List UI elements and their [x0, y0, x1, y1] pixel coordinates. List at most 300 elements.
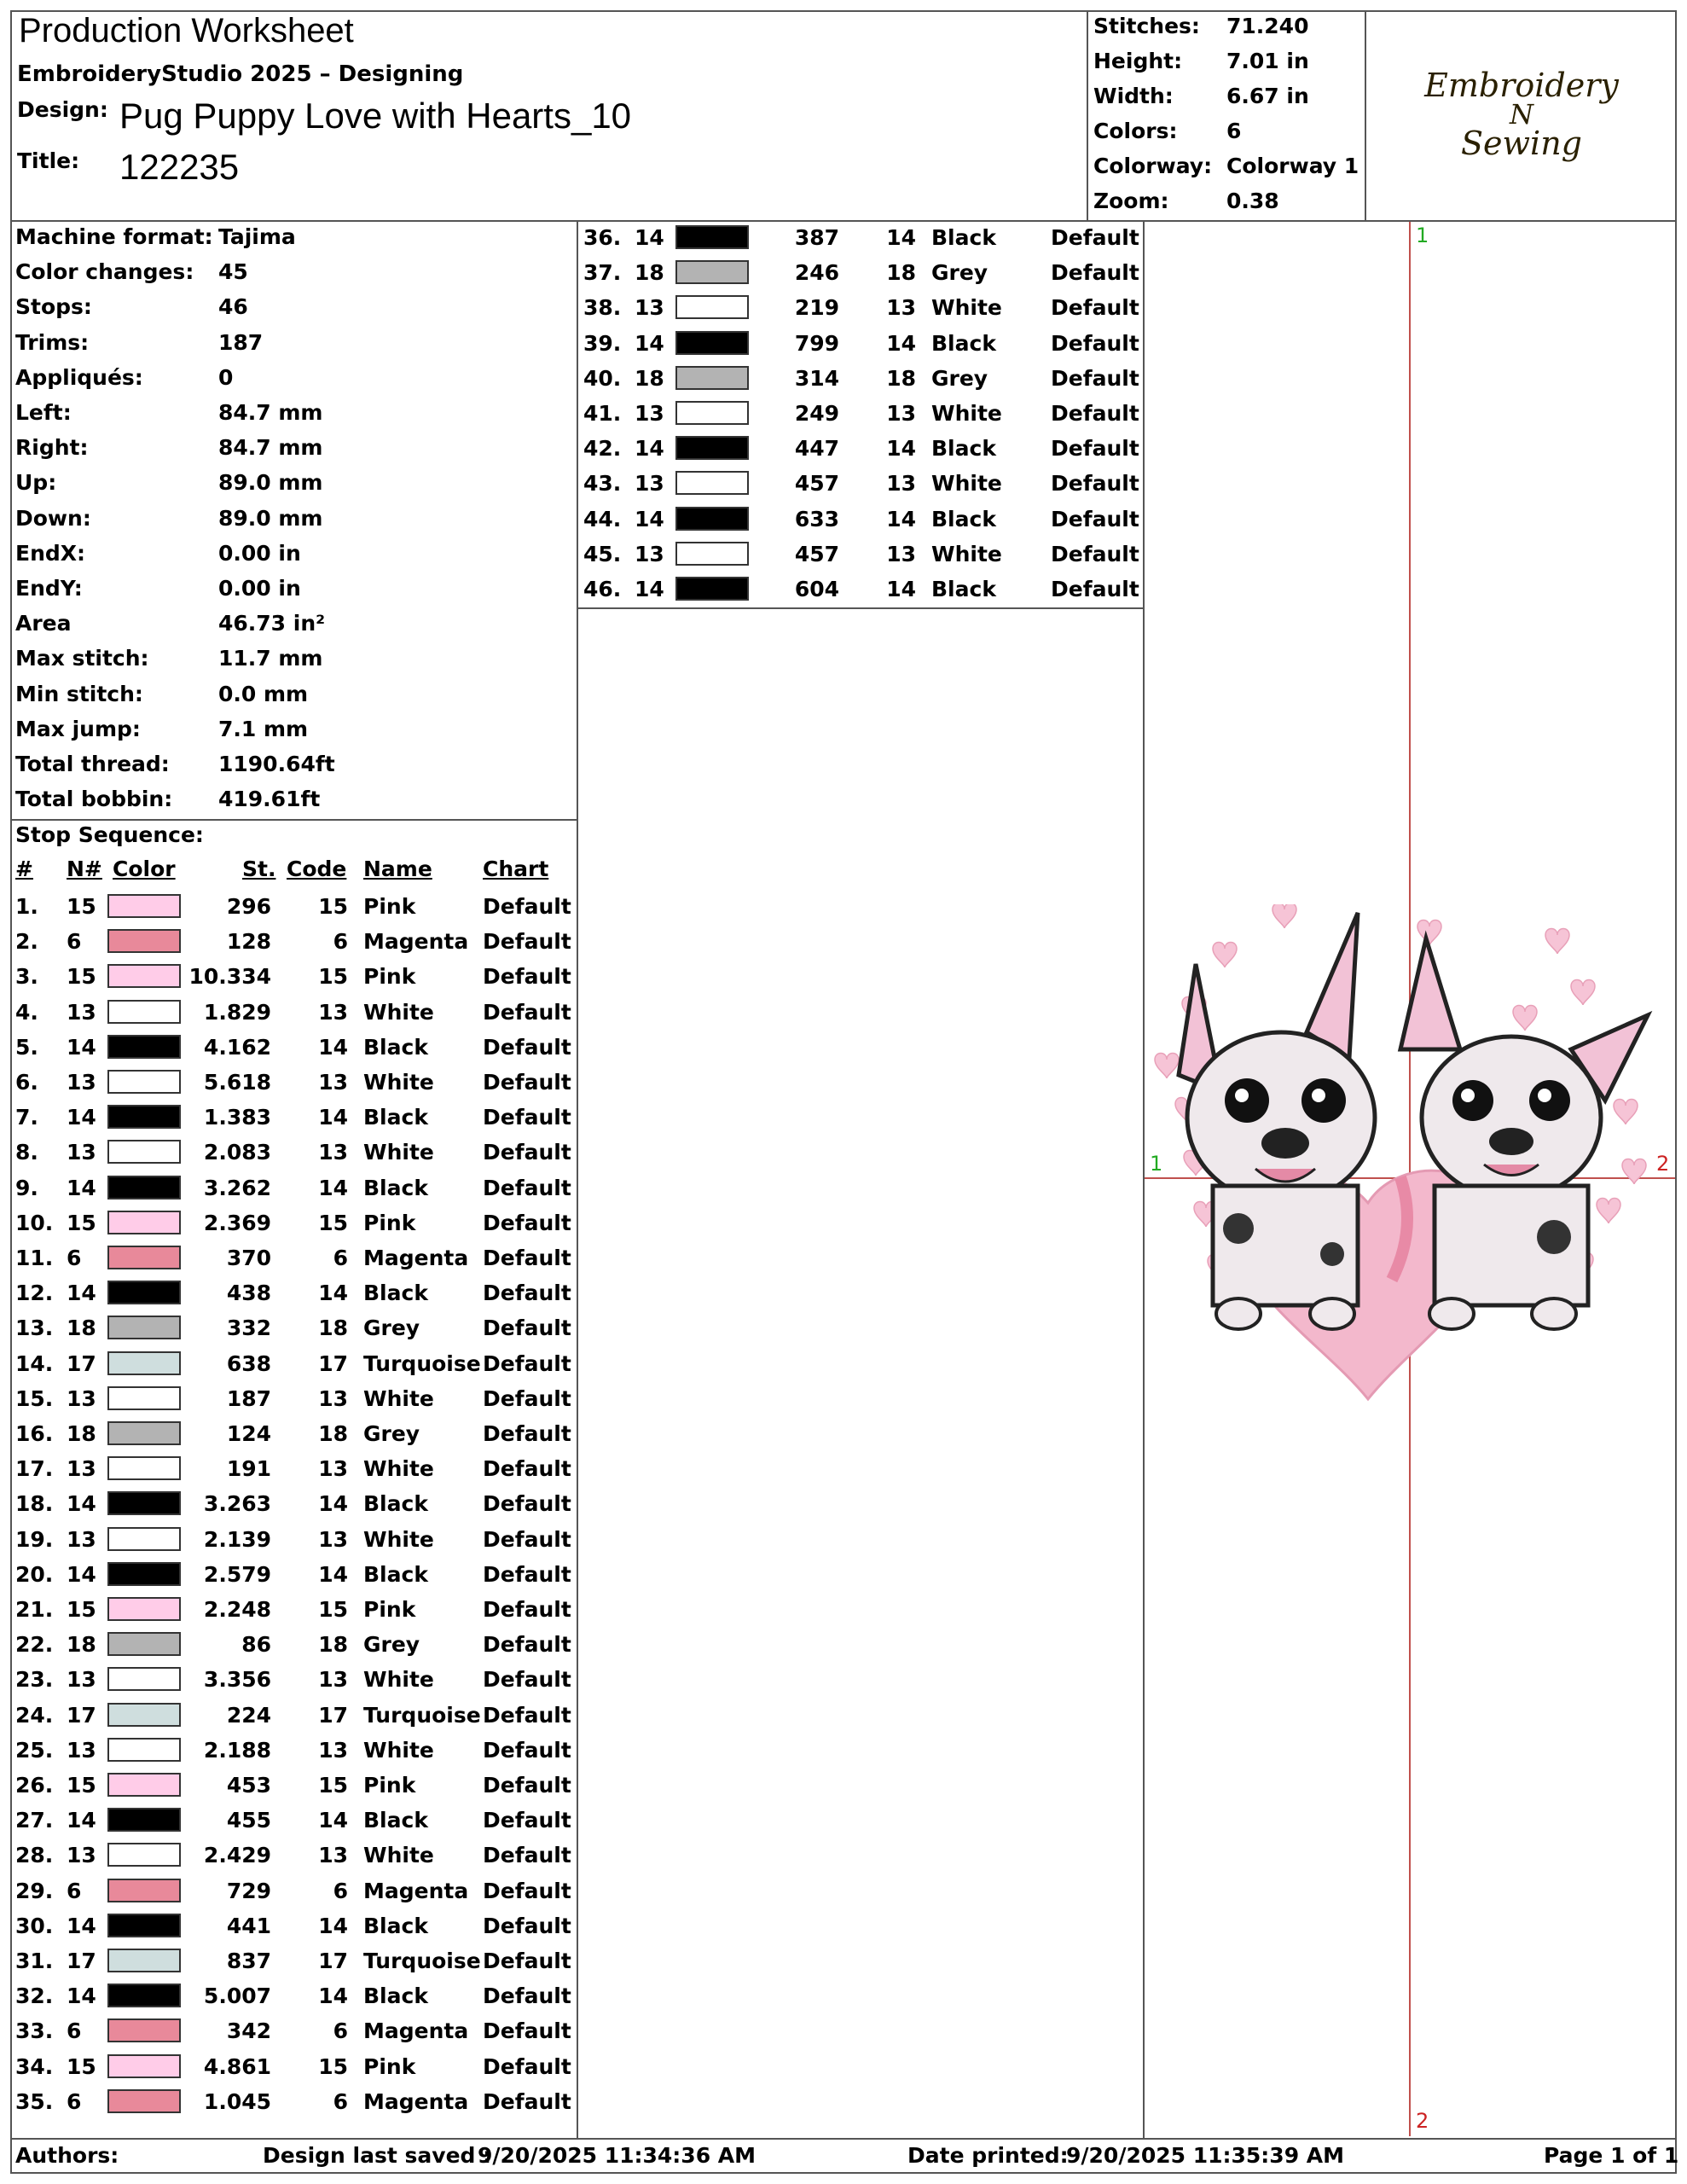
color-swatch [107, 1035, 181, 1059]
stat-row [1093, 12, 1363, 41]
design-saved-label: Design last saved : [263, 2143, 492, 2168]
machine-info-row [15, 677, 578, 712]
thread-name: Pink [363, 1773, 416, 1798]
color-swatch [107, 1667, 181, 1691]
color-swatch [107, 1597, 181, 1621]
thread-name: Black [363, 1175, 428, 1200]
thread-name: Pink [363, 894, 416, 919]
thread-name: Black [931, 577, 996, 601]
thread-code: 14 [318, 1105, 348, 1130]
color-swatch [107, 1000, 181, 1024]
thread-chart: Default [483, 929, 571, 955]
stop-number: 33. [15, 2018, 54, 2044]
info-label: EndY: [15, 576, 83, 601]
thread-name: White [931, 541, 1002, 566]
stop-row [15, 1943, 570, 1978]
color-swatch [675, 366, 749, 390]
stat-label: Colors: [1093, 119, 1178, 143]
info-value: 84.7 mm [218, 400, 323, 425]
stitch-count: 1.829 [203, 999, 271, 1025]
stop-number: 34. [15, 2053, 54, 2079]
stop-number: 12. [15, 1281, 54, 1306]
thread-chart: Default [483, 1949, 571, 1973]
thread-name: Grey [363, 1421, 420, 1446]
needle-number: 14 [67, 1561, 96, 1587]
thread-code: 14 [886, 436, 916, 462]
thread-name: Black [931, 436, 996, 462]
color-swatch [107, 1421, 181, 1445]
needle-number: 14 [67, 1913, 96, 1938]
needle-number: 15 [67, 1773, 96, 1798]
authors-label: Authors: [15, 2143, 119, 2168]
needle-number: 15 [67, 964, 96, 990]
color-swatch [675, 295, 749, 319]
needle-number: 14 [67, 1808, 96, 1833]
machine-info-row [15, 537, 578, 571]
stop-number: 2. [15, 929, 38, 955]
needle-number: 18 [67, 1421, 96, 1446]
color-swatch [107, 1105, 181, 1129]
thread-chart: Default [483, 1526, 571, 1552]
thread-name: Black [363, 1281, 428, 1306]
stop-number: 21. [15, 1597, 54, 1622]
logo [1368, 12, 1675, 218]
machine-info-row [15, 290, 578, 324]
color-swatch [675, 401, 749, 425]
thread-name: Black [931, 506, 996, 531]
needle-number: 13 [67, 1843, 96, 1868]
thread-chart: Default [483, 1210, 571, 1235]
thread-code: 14 [318, 1034, 348, 1060]
stop-row [15, 1627, 570, 1662]
info-label: Total bobbin: [15, 787, 173, 812]
thread-code: 13 [318, 1140, 348, 1165]
stop-number: 16. [15, 1421, 54, 1446]
stop-number: 1. [15, 894, 38, 919]
thread-code: 15 [318, 1773, 348, 1798]
thread-code: 13 [318, 1526, 348, 1552]
stop-row [15, 2049, 570, 2084]
info-label: EndX: [15, 540, 86, 566]
stitch-count: 370 [226, 1246, 271, 1270]
machine-info-row [15, 361, 578, 395]
stop-row [583, 396, 1138, 431]
stop-sequence-heading: Stop Sequence: [15, 822, 204, 847]
thread-chart: Default [483, 1385, 571, 1411]
color-swatch [107, 1527, 181, 1551]
thread-name: White [363, 1737, 434, 1763]
color-swatch [107, 1773, 181, 1797]
needle-number: 13 [67, 1385, 96, 1411]
thread-chart: Default [1051, 295, 1139, 321]
stitch-count: 455 [226, 1808, 271, 1833]
machine-info-row [15, 607, 578, 641]
needle-number: 15 [67, 2053, 96, 2079]
thread-name: Grey [363, 1316, 420, 1341]
axis-label-top: 1 [1416, 224, 1429, 247]
thread-chart: Default [483, 1878, 571, 1903]
stop-row [583, 537, 1138, 572]
thread-chart: Default [483, 1456, 571, 1482]
color-swatch [675, 331, 749, 355]
needle-number: 13 [635, 401, 664, 426]
stop-number: 41. [583, 401, 622, 426]
thread-chart: Default [1051, 471, 1139, 497]
stitch-count: 296 [226, 894, 271, 919]
col-header-color: Color [113, 857, 176, 881]
color-swatch [107, 929, 181, 953]
thread-name: Turquoise [363, 1949, 481, 1973]
thread-name: Grey [363, 1632, 420, 1658]
needle-number: 14 [67, 1175, 96, 1200]
stop-row [583, 572, 1138, 607]
stop-row [15, 1416, 570, 1451]
info-label: Min stitch: [15, 681, 143, 706]
stat-label: Stitches: [1093, 14, 1200, 38]
thread-code: 14 [318, 1913, 348, 1938]
needle-number: 13 [67, 1737, 96, 1763]
color-swatch [107, 1386, 181, 1410]
needle-number: 14 [67, 1984, 96, 2009]
stat-row [1093, 187, 1363, 216]
info-value: 84.7 mm [218, 435, 323, 461]
color-swatch [107, 1703, 181, 1727]
color-swatch [107, 1246, 181, 1269]
color-swatch [107, 1140, 181, 1164]
info-value: 0.00 in [218, 576, 301, 601]
design-saved-value: 9/20/2025 11:34:36 AM [478, 2143, 757, 2168]
color-swatch [107, 1351, 181, 1375]
info-value: 0.0 mm [218, 681, 309, 706]
thread-chart: Default [483, 1070, 571, 1095]
thread-code: 14 [886, 330, 916, 356]
bulldogs-heart-icon [1145, 904, 1675, 1450]
thread-code: 13 [318, 1843, 348, 1868]
thread-code: 15 [318, 894, 348, 919]
needle-number: 17 [67, 1702, 96, 1728]
thread-chart: Default [483, 1913, 571, 1938]
stitch-count: 799 [794, 330, 839, 356]
info-label: Area [15, 611, 72, 636]
thread-name: White [363, 999, 434, 1025]
machine-info-row [15, 255, 578, 289]
machine-info-row [15, 747, 578, 781]
design-preview [1145, 222, 1675, 2136]
stop-number: 5. [15, 1034, 38, 1060]
needle-number: 15 [67, 894, 96, 919]
stitch-count: 447 [794, 436, 839, 462]
thread-name: Black [931, 225, 996, 250]
info-label: Stops: [15, 294, 92, 320]
stop-number: 36. [583, 225, 622, 250]
thread-name: Black [363, 1913, 428, 1938]
date-printed-value: 9/20/2025 11:35:39 AM [1066, 2143, 1345, 2168]
thread-code: 13 [318, 999, 348, 1025]
thread-chart: Default [483, 1105, 571, 1130]
stitch-count: 2.188 [203, 1737, 271, 1763]
stop-number: 14. [15, 1350, 54, 1376]
page-indicator: Page 1 of 1 [1544, 2143, 1679, 2168]
info-value: 1190.64ft [218, 752, 335, 776]
stop-row [583, 326, 1138, 361]
thread-code: 14 [886, 506, 916, 531]
stitch-count: 3.356 [203, 1667, 271, 1693]
stop-number: 40. [583, 365, 622, 391]
needle-number: 18 [67, 1316, 96, 1341]
stitch-count: 837 [226, 1949, 271, 1973]
thread-code: 15 [318, 964, 348, 990]
thread-chart: Default [483, 1667, 571, 1693]
needle-number: 13 [635, 541, 664, 566]
info-label: Trims: [15, 329, 90, 355]
info-label: Up: [15, 470, 57, 496]
stitch-count: 249 [794, 401, 839, 426]
stat-row [1093, 117, 1363, 146]
stitch-count: 342 [226, 2018, 271, 2044]
thread-chart: Default [483, 1843, 571, 1868]
color-swatch [107, 1491, 181, 1515]
stop-row [15, 1592, 570, 1627]
thread-name: Magenta [363, 1246, 469, 1270]
stop-row [583, 220, 1138, 255]
thread-name: Pink [363, 2053, 416, 2079]
stop-row [15, 1275, 570, 1310]
stitch-count: 224 [226, 1702, 271, 1728]
info-label: Total thread: [15, 752, 170, 776]
stitch-count: 3.263 [203, 1491, 271, 1517]
thread-chart: Default [1051, 365, 1139, 391]
thread-chart: Default [1051, 330, 1139, 356]
thread-code: 13 [318, 1667, 348, 1693]
thread-name: Grey [931, 260, 988, 286]
stop-row [15, 1205, 570, 1240]
axis-label-left: 1 [1150, 1152, 1163, 1176]
stop-row [15, 1030, 570, 1065]
info-value: 46 [218, 294, 248, 320]
needle-number: 14 [635, 330, 664, 356]
stop-row [15, 2013, 570, 2048]
thread-name: Grey [931, 365, 988, 391]
thread-chart: Default [483, 2053, 571, 2079]
thread-name: White [363, 1843, 434, 1868]
thread-code: 14 [318, 1984, 348, 2009]
machine-info-row [15, 712, 578, 746]
stitch-count: 191 [226, 1456, 271, 1482]
stat-value: 71.240 [1226, 14, 1309, 38]
stitch-count: 604 [794, 577, 839, 601]
thread-chart: Default [1051, 436, 1139, 462]
software-name: EmbroideryStudio 2025 – Designing [17, 61, 464, 87]
page-title: Production Worksheet [19, 12, 354, 49]
stop-row [15, 2084, 570, 2119]
info-value: 45 [218, 259, 248, 285]
stop-row [15, 1310, 570, 1345]
thread-code: 13 [318, 1385, 348, 1411]
stitch-count: 729 [226, 1878, 271, 1903]
thread-name: Magenta [363, 2088, 469, 2114]
needle-number: 14 [67, 1491, 96, 1517]
thread-code: 15 [318, 1597, 348, 1622]
stop-number: 32. [15, 1984, 54, 2009]
info-value: 0 [218, 364, 234, 390]
stitch-count: 1.045 [203, 2088, 271, 2114]
axis-label-bottom: 2 [1416, 2109, 1429, 2133]
stitch-count: 638 [226, 1350, 271, 1376]
stop-row [15, 1557, 570, 1592]
stitch-count: 2.369 [203, 1210, 271, 1235]
stop-number: 6. [15, 1070, 38, 1095]
thread-code: 13 [318, 1737, 348, 1763]
thread-code: 14 [318, 1281, 348, 1306]
thread-code: 18 [318, 1421, 348, 1446]
logo-line-2: N [1510, 98, 1533, 131]
thread-chart: Default [483, 1246, 571, 1270]
stop-row [15, 1240, 570, 1275]
thread-chart: Default [483, 894, 571, 919]
stop-row [583, 502, 1138, 537]
stop-row [583, 431, 1138, 466]
needle-number: 14 [67, 1281, 96, 1306]
stop-number: 22. [15, 1632, 54, 1658]
stitch-count: 4.162 [203, 1034, 271, 1060]
thread-name: Pink [363, 1210, 416, 1235]
stop-number: 30. [15, 1913, 54, 1938]
stop-number: 27. [15, 1808, 54, 1833]
thread-code: 13 [886, 541, 916, 566]
stop-row [15, 1522, 570, 1557]
thread-code: 18 [886, 365, 916, 391]
thread-name: White [363, 1070, 434, 1095]
color-swatch [675, 542, 749, 566]
stitch-count: 5.618 [203, 1070, 271, 1095]
thread-name: Magenta [363, 929, 469, 955]
needle-number: 13 [67, 1140, 96, 1165]
thread-code: 13 [318, 1070, 348, 1095]
col-header-num: # [15, 857, 33, 881]
thread-name: Turquoise [363, 1702, 481, 1728]
stop-number: 39. [583, 330, 622, 356]
stitch-count: 10.334 [188, 964, 271, 990]
info-value: 0.00 in [218, 540, 301, 566]
thread-chart: Default [483, 2088, 571, 2114]
needle-number: 13 [67, 999, 96, 1025]
stitch-count: 246 [794, 260, 839, 286]
color-swatch [675, 436, 749, 460]
thread-code: 14 [318, 1175, 348, 1200]
thread-chart: Default [483, 1984, 571, 2009]
needle-number: 13 [67, 1456, 96, 1482]
stitch-count: 4.861 [203, 2053, 271, 2079]
thread-name: Black [363, 1984, 428, 2009]
thread-chart: Default [483, 1597, 571, 1622]
machine-info-row [15, 466, 578, 500]
thread-chart: Default [483, 1175, 571, 1200]
info-label: Max stitch: [15, 646, 149, 671]
stitch-count: 332 [226, 1316, 271, 1341]
stitch-count: 457 [794, 471, 839, 497]
info-label: Left: [15, 400, 72, 425]
info-value: 46.73 in² [218, 611, 326, 636]
info-value: 7.1 mm [218, 716, 309, 741]
info-label: Machine format: [15, 224, 213, 249]
thread-name: White [363, 1140, 434, 1165]
stop-number: 42. [583, 436, 622, 462]
stop-number: 11. [15, 1246, 54, 1270]
thread-code: 13 [318, 1456, 348, 1482]
info-label: Right: [15, 435, 89, 461]
axis-label-right: 2 [1656, 1152, 1670, 1176]
needle-number: 14 [67, 1105, 96, 1130]
color-swatch [675, 577, 749, 601]
thread-code: 14 [886, 577, 916, 601]
logo-line-1: Embroidery [1424, 67, 1619, 104]
stop-row [15, 924, 570, 959]
stitch-count: 2.248 [203, 1597, 271, 1622]
stop-row [583, 361, 1138, 396]
needle-number: 6 [67, 929, 82, 955]
color-swatch [107, 1843, 181, 1867]
thread-code: 14 [318, 1808, 348, 1833]
thread-code: 13 [886, 401, 916, 426]
color-swatch [675, 471, 749, 495]
thread-code: 13 [886, 471, 916, 497]
design-value: Pug Puppy Love with Hearts_10 [119, 96, 632, 136]
stop-row [15, 1346, 570, 1381]
stitch-count: 2.083 [203, 1140, 271, 1165]
thread-chart: Default [1051, 577, 1139, 601]
info-value: 11.7 mm [218, 646, 323, 671]
thread-chart: Default [483, 1737, 571, 1763]
stop-row [15, 1768, 570, 1803]
needle-number: 13 [67, 1667, 96, 1693]
stat-value: 7.01 in [1226, 49, 1309, 73]
stop-row [15, 1381, 570, 1416]
stitch-count: 2.429 [203, 1843, 271, 1868]
stop-number: 8. [15, 1140, 38, 1165]
stop-row [583, 255, 1138, 290]
col-header-chart: Chart [483, 857, 549, 881]
thread-chart: Default [483, 2018, 571, 2044]
color-swatch [675, 225, 749, 249]
stitch-count: 86 [241, 1632, 271, 1658]
thread-code: 6 [333, 2088, 348, 2114]
color-swatch [675, 260, 749, 284]
thread-code: 6 [333, 1878, 348, 1903]
needle-number: 6 [67, 1246, 82, 1270]
info-label: Max jump: [15, 716, 141, 741]
col-header-code: Code [287, 857, 347, 881]
stop-number: 19. [15, 1526, 54, 1552]
stop-row [15, 1803, 570, 1838]
stop-row [15, 1733, 570, 1768]
stop-row [15, 995, 570, 1030]
needle-number: 18 [635, 260, 664, 286]
thread-code: 6 [333, 929, 348, 955]
thread-chart: Default [483, 1491, 571, 1517]
needle-number: 17 [67, 1350, 96, 1376]
thread-chart: Default [1051, 541, 1139, 566]
design-label: Design: [17, 97, 108, 122]
needle-number: 13 [67, 1070, 96, 1095]
info-value: 89.0 mm [218, 470, 323, 496]
thread-code: 6 [333, 1246, 348, 1270]
stitch-count: 2.139 [203, 1526, 271, 1552]
stat-label: Height: [1093, 49, 1183, 73]
needle-number: 15 [67, 1210, 96, 1235]
thread-name: Black [363, 1034, 428, 1060]
thread-code: 17 [318, 1702, 348, 1728]
stop-row [15, 1908, 570, 1943]
